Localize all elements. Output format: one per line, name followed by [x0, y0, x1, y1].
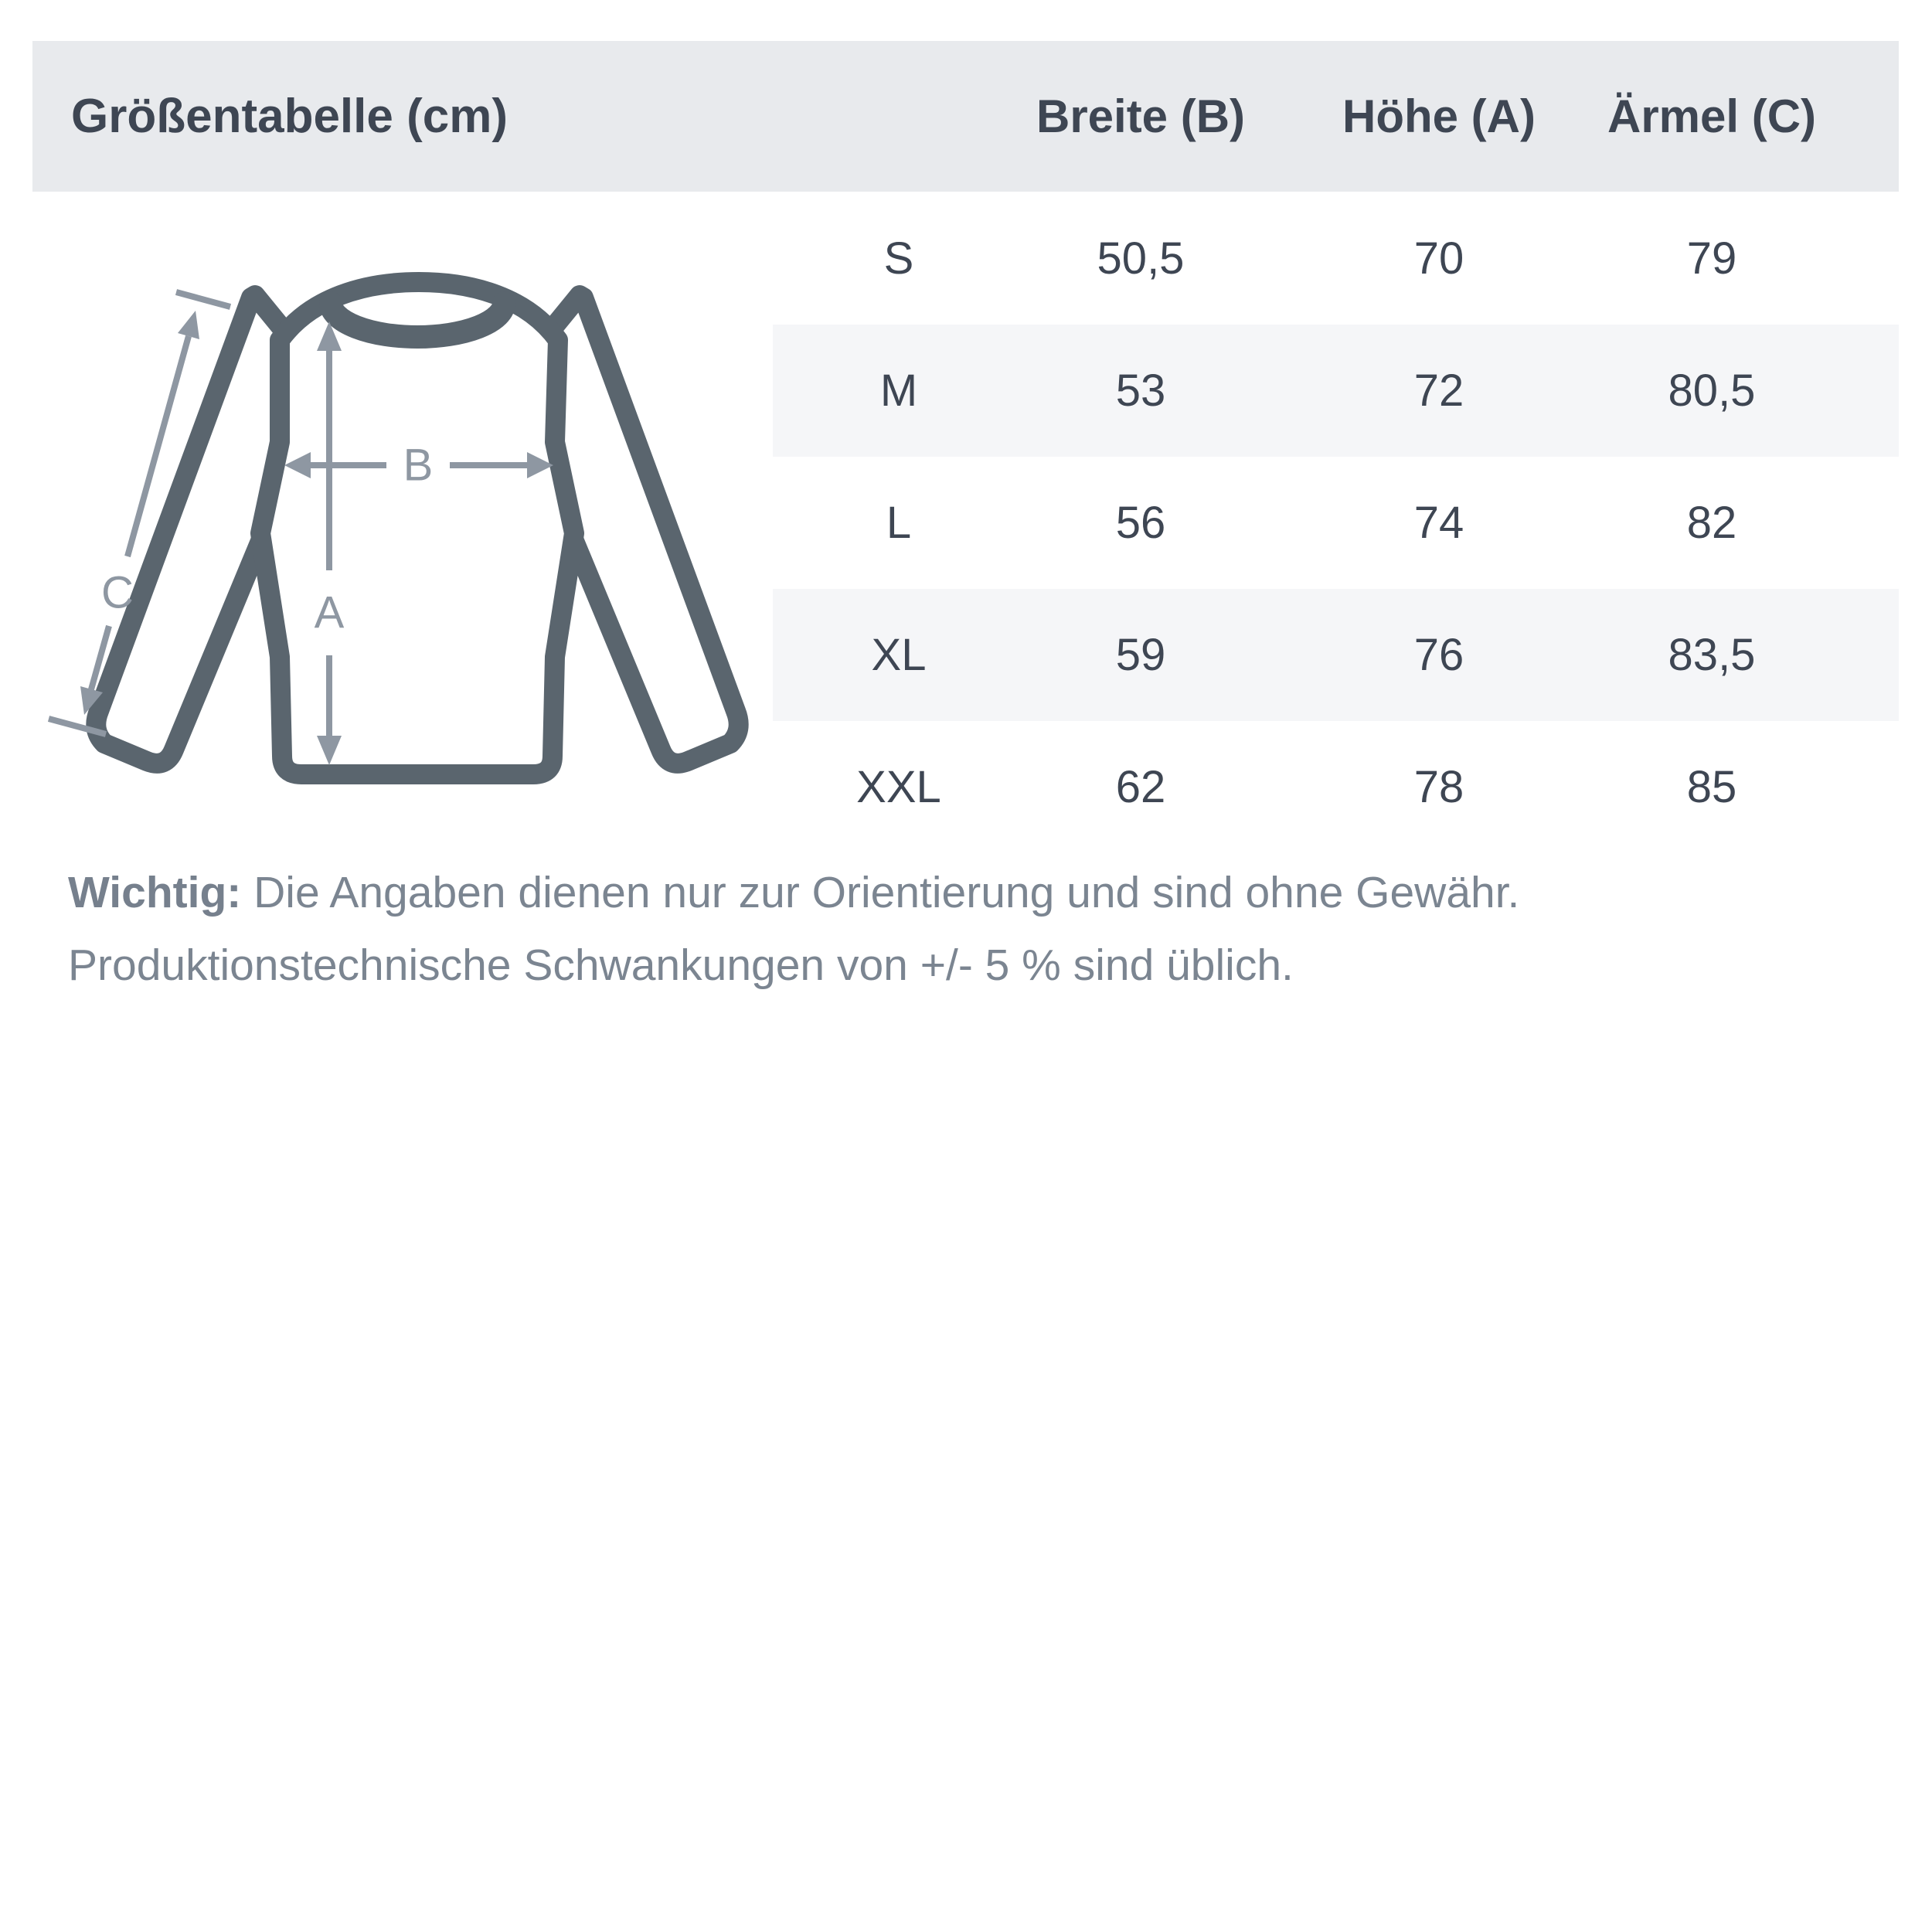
height-value: 76 [1413, 630, 1464, 680]
size-label: M [879, 366, 918, 416]
height-value: 70 [1413, 233, 1464, 284]
sleeve-value: 85 [1686, 762, 1737, 812]
sweater-body [260, 282, 574, 774]
height-value: 74 [1413, 498, 1464, 548]
width-value: 56 [1115, 498, 1166, 548]
sleeve-value: 79 [1686, 233, 1737, 284]
size-chart-header-band [32, 41, 1899, 192]
width-value: 62 [1115, 762, 1166, 812]
sweater-diagram-svg [23, 255, 757, 842]
disclaimer-label: Wichtig: [68, 868, 242, 917]
measure-label-c: C [101, 567, 134, 618]
height-value: 72 [1413, 366, 1464, 416]
column-header-width: Breite (B) [1036, 90, 1246, 142]
size-chart-title: Größentabelle (cm) [71, 90, 508, 143]
width-value: 50,5 [1097, 233, 1185, 284]
sleeve-value: 82 [1686, 498, 1737, 548]
disclaimer-text: Die Angaben dienen nur zur Orientierung und sind ohne Gewähr. Produktionstechnische Schwankungen von +/- 5 % sind üblich. [68, 868, 1520, 990]
width-value: 59 [1115, 630, 1166, 680]
size-label: L [886, 498, 912, 548]
sweater-measurement-diagram [23, 255, 757, 842]
height-value: 78 [1413, 762, 1464, 812]
disclaimer-note [68, 856, 1876, 1002]
measure-arrow-c-head-up [178, 311, 199, 339]
width-value: 53 [1115, 366, 1166, 416]
measure-label-b: B [403, 440, 434, 491]
measure-label-a: A [314, 587, 345, 638]
column-header-height: Höhe (A) [1342, 90, 1536, 142]
size-label: XL [871, 630, 927, 680]
sleeve-value: 80,5 [1668, 366, 1756, 416]
size-label: S [883, 233, 914, 284]
column-header-sleeve: Ärmel (C) [1607, 90, 1817, 142]
sleeve-value: 83,5 [1668, 630, 1756, 680]
size-label: XXL [856, 762, 941, 812]
